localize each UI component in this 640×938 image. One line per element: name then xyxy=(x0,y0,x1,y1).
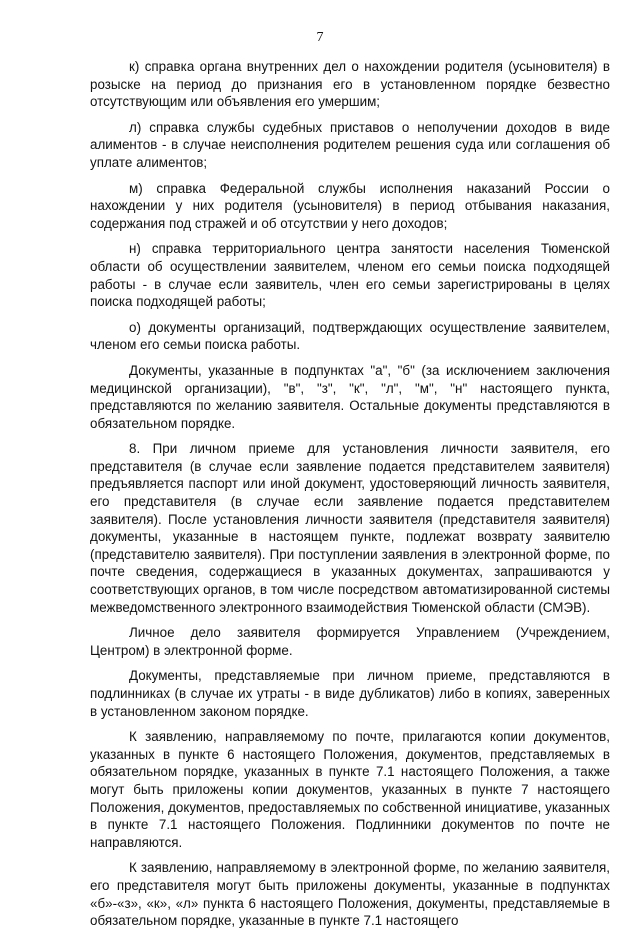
paragraph-documents-by-wish: Документы, указанные в подпунктах "а", "б" (за исключением заключения медицинской организации), "в", "з", "к", "л", "м", "н" настоящего пункта, представляются по желанию заявителя. Остальные документы представляются в обязательном порядке. xyxy=(90,362,610,431)
paragraph-subitem-o: о) документы организаций, подтверждающих осуществление заявителем, членом его семьи поиска работы. xyxy=(90,319,610,353)
document-body xyxy=(90,58,610,938)
paragraph-subitem-k: к) справка органа внутренних дел о нахождении родителя (усыновителя) в розыске на период до признания его в установленном порядке безвестно отсутствующим или объявления его умершим; xyxy=(90,59,610,110)
paragraph-subitem-l: л) справка службы судебных приставов о неполучении доходов в виде алиментов - в случае неисполнения родителем решения суда или соглашения об уплате алиментов; xyxy=(90,119,610,170)
paragraph-item-8: 8. При личном приеме для установления личности заявителя, его представителя (в случае если заявление подается представителем заявителя) предъявляется паспорт или иной документ, удостоверяющий личность заявителя, его представителя (в случае если заявление подается представителем заявителя). После установления личности заявителя (представителя заявителя) документы, указанные в настоящем пункте, подлежат возврату заявителю (представителю заявителя). При поступлении заявления в электронной форме, по почте сведения, содержащиеся в указанных документах, запрашиваются у соответствующих органов, в том числе посредством автоматизированной системы межведомственного электронного взаимодействия Тюменской области (СМЭВ). xyxy=(90,441,610,615)
paragraph-subitem-n: н) справка территориального центра занятости населения Тюменской области об осуществлении заявителем, членом его семьи поиска подходящей работы - в случае если заявитель, член его семьи зарегистрированы в целях поиска подходящей работы; xyxy=(90,241,610,310)
paragraph-personal-file: Личное дело заявителя формируется Управлением (Учреждением, Центром) в электронной форме. xyxy=(90,625,610,658)
page-number: 7 xyxy=(316,30,324,45)
paragraph-electronic-application: К заявлению, направляемому в электронной форме, по желанию заявителя, его представителя могут быть приложены документы, указанные в подпунктах «б»-«з», «к», «л» пункта 6 настоящего Положения, документы, представляемые в обязательном порядке, указанные в пункте 7.1 настоящего xyxy=(90,860,610,929)
paragraph-subitem-m: м) справка Федеральной службы исполнения наказаний России о нахождении у них родителя (усыновителя) в период отбывания наказания, содержания под стражей и об отсутствии у него доходов; xyxy=(90,180,610,231)
paragraph-postal-application: К заявлению, направляемому по почте, прилагаются копии документов, указанных в пункте 6 настоящего Положения, документов, представляемых в обязательном порядке, указанных в пункте 7.1 настоящего Положения, а также могут быть приложены копии документов, указанных в пункте 7 настоящего Положения, документов, предоставляемых по собственной инициативе, указанных в пункте 7.1 настоящего Положения. Подлинники документов по почте не направляются. xyxy=(90,729,610,850)
paragraph-originals: Документы, представляемые при личном приеме, представляются в подлинниках (в случае их утраты - в виде дубликатов) либо в копиях, заверенных в установленном законом порядке. xyxy=(90,668,610,719)
